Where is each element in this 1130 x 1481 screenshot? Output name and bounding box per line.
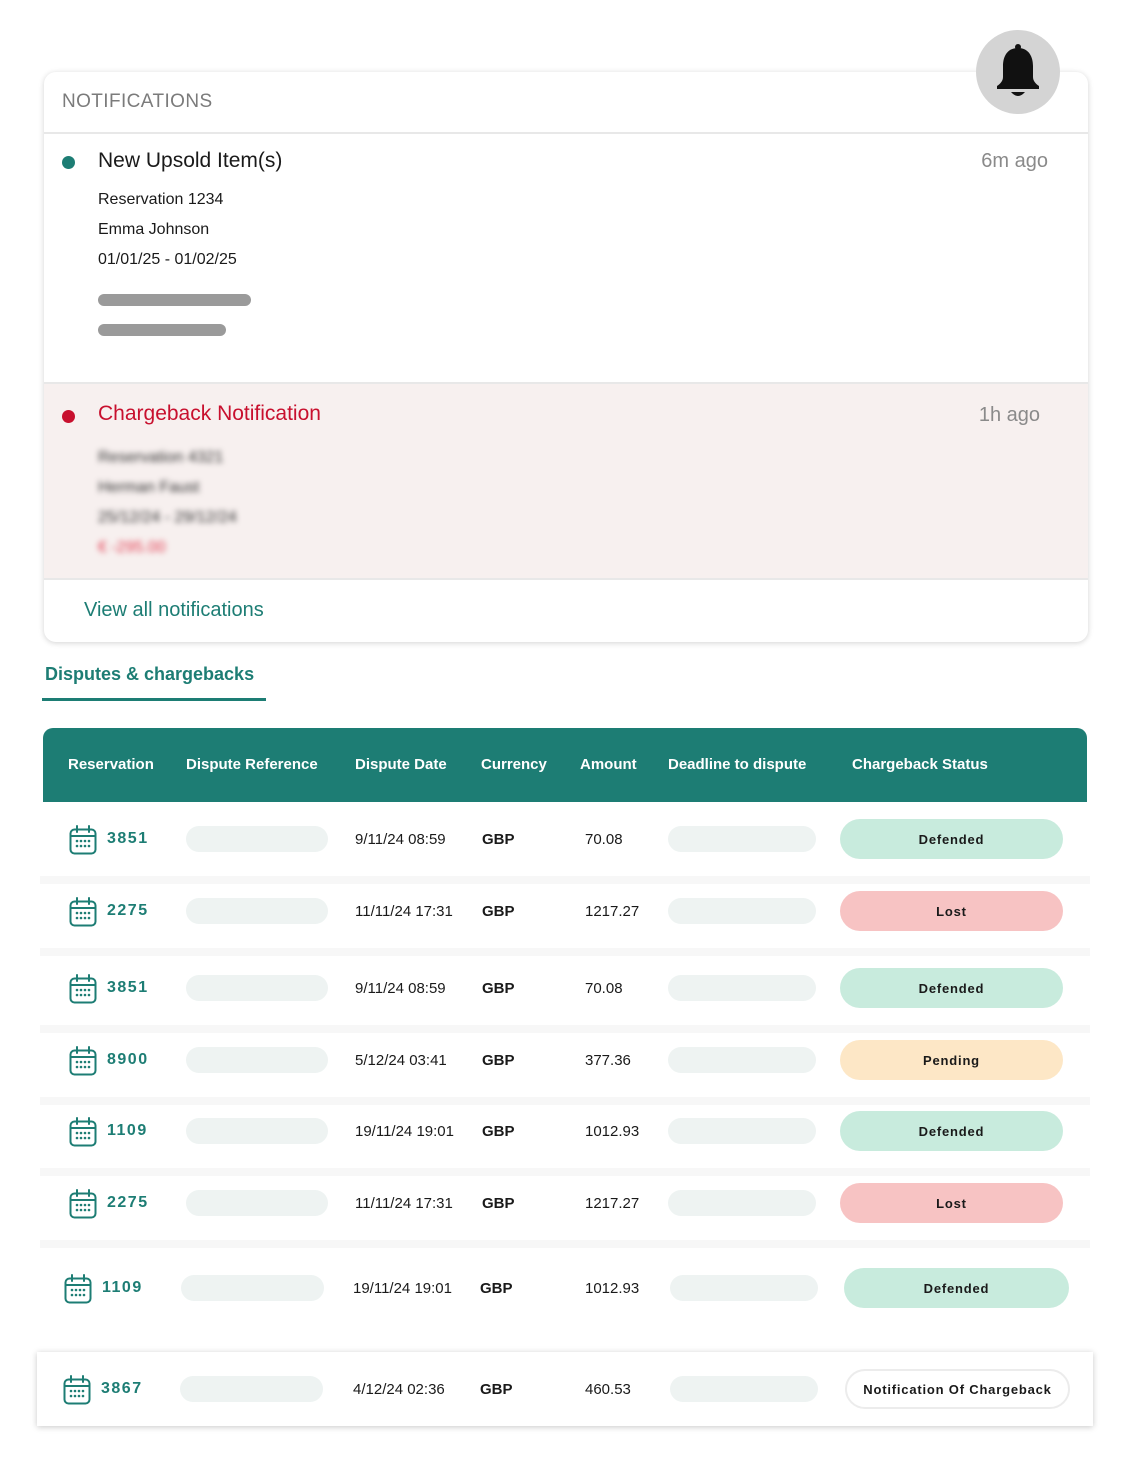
row-divider	[40, 948, 1090, 956]
dispute-reference-placeholder	[186, 1190, 328, 1216]
deadline-placeholder	[668, 1190, 816, 1216]
currency: GBP	[482, 903, 515, 920]
notifications-bell-button[interactable]	[976, 30, 1060, 114]
notification-time: 1h ago	[978, 404, 1040, 426]
amount: 70.08	[585, 831, 623, 848]
reservation-link[interactable]: 2275	[107, 902, 149, 919]
deadline-placeholder	[668, 1118, 816, 1144]
amount: 1012.93	[585, 1280, 640, 1297]
reservation-link[interactable]: 8900	[107, 1051, 149, 1068]
table-row[interactable]	[0, 1104, 1130, 1164]
chargeback-status-badge[interactable]: Lost	[840, 891, 1063, 931]
dispute-date: 11/11/24 17:31	[355, 903, 453, 920]
dispute-date: 9/11/24 08:59	[355, 831, 446, 848]
dispute-date: 4/12/24 02:36	[353, 1381, 445, 1398]
notification-guest: Herman Faust	[98, 479, 200, 496]
row-divider	[40, 876, 1090, 884]
dispute-reference-placeholder	[180, 1376, 323, 1402]
notification-chargeback[interactable]	[44, 384, 1088, 580]
deadline-placeholder	[670, 1275, 818, 1301]
table-row[interactable]	[0, 1033, 1130, 1093]
notification-dates: 25/12/24 - 29/12/24	[98, 509, 237, 526]
amount: 1012.93	[585, 1123, 640, 1140]
notifications-panel	[44, 72, 1088, 642]
skeleton-line	[98, 324, 226, 336]
reservation-link[interactable]: 1109	[102, 1279, 143, 1296]
notifications-footer	[44, 580, 1088, 640]
dispute-date: 5/12/24 03:41	[355, 1052, 447, 1069]
bell-icon	[995, 44, 1041, 100]
notifications-header: NOTIFICATIONS	[44, 72, 1088, 134]
dispute-date: 9/11/24 08:59	[355, 980, 446, 997]
calendar-icon	[64, 1274, 92, 1304]
dispute-reference-placeholder	[186, 1118, 328, 1144]
view-all-notifications-link[interactable]: View all notifications	[84, 598, 264, 621]
notification-reservation: Reservation 4321	[98, 449, 224, 466]
amount: 377.36	[585, 1052, 631, 1069]
notification-title: New Upsold Item(s)	[98, 149, 283, 172]
chargeback-status-badge[interactable]: Notification Of Chargeback	[845, 1369, 1070, 1409]
currency: GBP	[482, 1195, 515, 1212]
row-divider	[40, 1240, 1090, 1248]
amount: 1217.27	[585, 903, 640, 920]
skeleton-line	[98, 294, 251, 306]
table-row[interactable]	[0, 961, 1130, 1021]
table-row[interactable]	[0, 1362, 1130, 1422]
currency: GBP	[480, 1381, 513, 1398]
reservation-link[interactable]: 3851	[107, 979, 149, 996]
currency: GBP	[482, 980, 515, 997]
column-header-currency[interactable]: Currency	[481, 756, 547, 773]
column-header-deadline[interactable]: Deadline to dispute	[668, 756, 807, 773]
deadline-placeholder	[668, 826, 816, 852]
reservation-link[interactable]: 3867	[101, 1380, 143, 1397]
notification-title: Chargeback Notification	[98, 402, 321, 425]
chargeback-status-badge[interactable]: Lost	[840, 1183, 1063, 1223]
dispute-date: 11/11/24 17:31	[355, 1195, 453, 1212]
row-divider	[40, 1168, 1090, 1176]
dispute-reference-placeholder	[181, 1275, 324, 1301]
currency: GBP	[480, 1280, 513, 1297]
tab-disputes-chargebacks[interactable]: Disputes & chargebacks	[42, 664, 266, 701]
chargeback-status-badge[interactable]: Defended	[840, 968, 1063, 1008]
deadline-placeholder	[668, 898, 816, 924]
dispute-date: 19/11/24 19:01	[353, 1280, 452, 1297]
unread-dot	[62, 156, 75, 169]
deadline-placeholder	[670, 1376, 818, 1402]
notification-time: 6m ago	[981, 150, 1048, 172]
column-header-chargeback-status[interactable]: Chargeback Status	[852, 756, 988, 773]
notification-dates: 01/01/25 - 01/02/25	[98, 251, 237, 268]
table-row[interactable]	[0, 1176, 1130, 1236]
calendar-icon	[69, 1189, 97, 1219]
chargeback-status-badge[interactable]: Pending	[840, 1040, 1063, 1080]
notification-upsold[interactable]	[44, 134, 1088, 384]
notification-amount: € -295.00	[98, 539, 166, 556]
deadline-placeholder	[668, 1047, 816, 1073]
dispute-reference-placeholder	[186, 826, 328, 852]
chargeback-status-badge[interactable]: Defended	[844, 1268, 1069, 1308]
table-row[interactable]	[0, 1261, 1130, 1321]
calendar-icon	[69, 1117, 97, 1147]
notification-reservation: Reservation 1234	[98, 191, 224, 208]
deadline-placeholder	[668, 975, 816, 1001]
reservation-link[interactable]: 2275	[107, 1194, 149, 1211]
currency: GBP	[482, 1123, 515, 1140]
dispute-date: 19/11/24 19:01	[355, 1123, 454, 1140]
dispute-reference-placeholder	[186, 975, 328, 1001]
alert-dot	[62, 410, 75, 423]
calendar-icon	[69, 825, 97, 855]
reservation-link[interactable]: 3851	[107, 830, 149, 847]
column-header-dispute-date[interactable]: Dispute Date	[355, 756, 447, 773]
currency: GBP	[482, 1052, 515, 1069]
column-header-amount[interactable]: Amount	[580, 756, 637, 773]
amount: 70.08	[585, 980, 623, 997]
column-header-dispute-reference[interactable]: Dispute Reference	[186, 756, 318, 773]
calendar-icon	[69, 897, 97, 927]
column-header-reservation[interactable]: Reservation	[68, 756, 154, 773]
chargeback-status-badge[interactable]: Defended	[840, 819, 1063, 859]
table-row[interactable]	[0, 812, 1130, 872]
calendar-icon	[63, 1375, 91, 1405]
dispute-reference-placeholder	[186, 898, 328, 924]
amount: 460.53	[585, 1381, 631, 1398]
table-header	[43, 728, 1087, 802]
amount: 1217.27	[585, 1195, 640, 1212]
currency: GBP	[482, 831, 515, 848]
chargeback-status-badge[interactable]: Defended	[840, 1111, 1063, 1151]
table-row[interactable]	[0, 884, 1130, 944]
reservation-link[interactable]: 1109	[107, 1122, 148, 1139]
notification-guest: Emma Johnson	[98, 221, 210, 238]
dispute-reference-placeholder	[186, 1047, 328, 1073]
calendar-icon	[69, 1046, 97, 1076]
calendar-icon	[69, 974, 97, 1004]
row-divider	[40, 1025, 1090, 1033]
